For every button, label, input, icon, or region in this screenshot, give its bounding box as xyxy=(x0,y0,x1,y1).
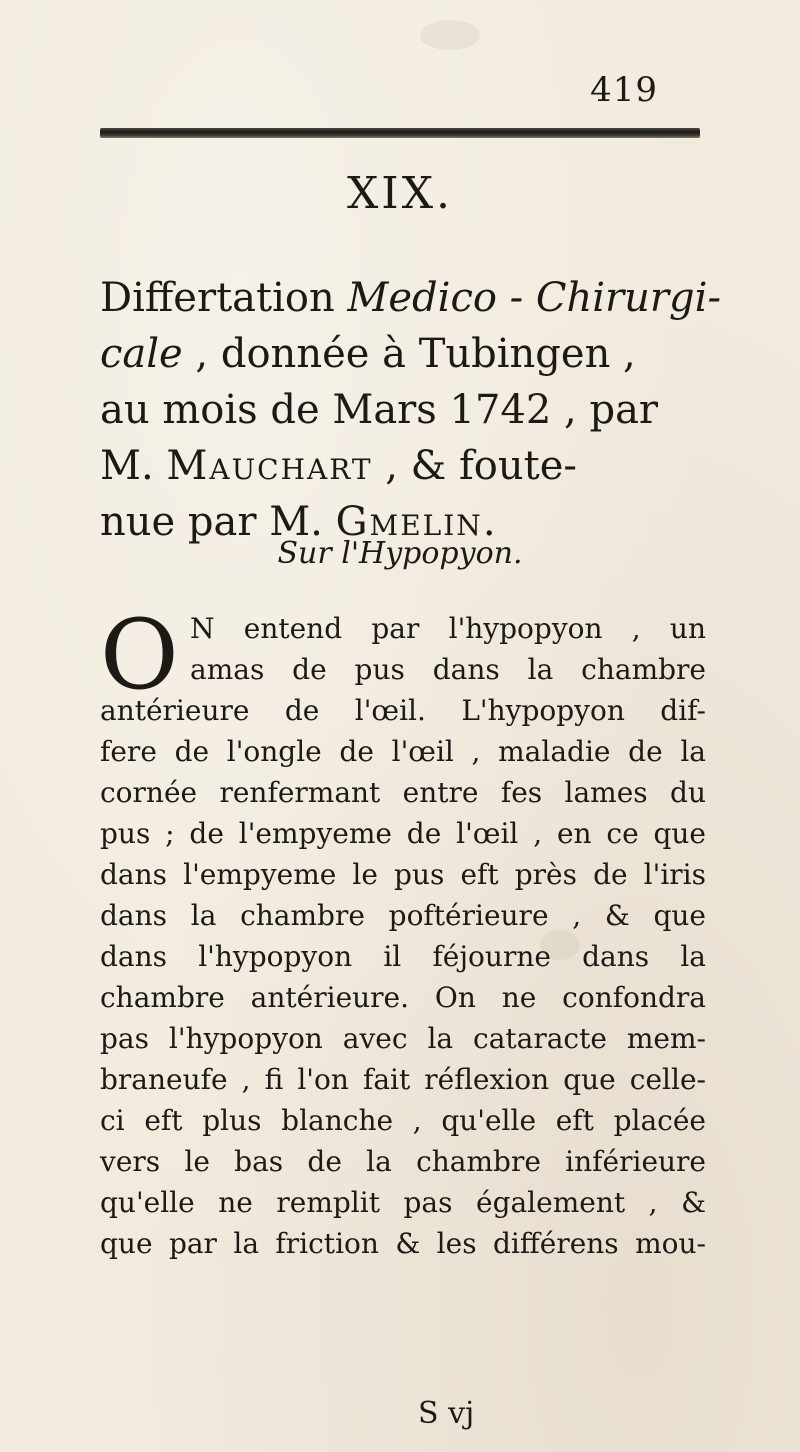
body-line: pus ; de l'empyeme de l'œil , en ce que xyxy=(100,817,706,850)
title-text: , donnée à Tubingen , xyxy=(182,331,636,377)
author-name: Mauchart xyxy=(166,443,373,489)
title-line xyxy=(100,326,710,382)
body-line: amas de pus dans la chambre xyxy=(190,653,706,686)
title-line xyxy=(100,438,710,494)
title-italic-text: Medico - Chirurgi- xyxy=(347,275,721,321)
body-line: dans l'empyeme le pus eft près de l'iris xyxy=(100,858,706,891)
title-line: au mois de Mars 1742 , par xyxy=(100,387,659,433)
dissertation-title xyxy=(100,270,721,550)
title-line xyxy=(100,270,721,326)
body-line: ci eft plus blanche , qu'elle eft placée xyxy=(100,1104,706,1137)
body-line: dans l'hypopyon il féjourne dans la xyxy=(100,940,706,973)
body-line: cornée renfermant entre fes lames du xyxy=(100,776,706,809)
signature-mark: S vj xyxy=(418,1396,475,1431)
drop-capital: O xyxy=(100,599,179,711)
title-text: nue par M. xyxy=(100,499,336,545)
paper-stain xyxy=(420,20,480,50)
section-number: XIX. xyxy=(346,168,453,219)
body-line: dans la chambre poftérieure , & que xyxy=(100,899,706,932)
header-rule xyxy=(100,128,700,138)
title-text: , & foute- xyxy=(372,443,577,489)
body-line: pas l'hypopyon avec la cataracte mem- xyxy=(100,1022,706,1055)
body-paragraph xyxy=(100,599,706,1264)
subtitle: Sur l'Hypopyon. xyxy=(277,536,523,571)
title-text: . xyxy=(482,499,496,545)
body-line: braneufe , fi l'on fait réflexion que celle- xyxy=(100,1063,706,1096)
body-line: fere de l'ongle de l'œil , maladie de la xyxy=(100,735,706,768)
body-line: vers le bas de la chambre inférieure xyxy=(100,1145,706,1178)
body-line: qu'elle ne remplit pas également , & xyxy=(100,1186,706,1219)
page-number: 419 xyxy=(590,70,658,110)
body-line: chambre antérieure. On ne confondra xyxy=(100,981,706,1014)
respondent-name: Gmelin xyxy=(335,499,483,545)
title-text: M. xyxy=(100,443,167,489)
body-line: que par la friction & les différens mou- xyxy=(100,1227,706,1260)
title-text: Differtation xyxy=(100,275,348,321)
body-line: N entend par l'hypopyon , un xyxy=(190,612,706,645)
title-italic-text: cale xyxy=(100,331,183,377)
body-line: antérieure de l'œil. L'hypopyon dif- xyxy=(100,694,706,727)
